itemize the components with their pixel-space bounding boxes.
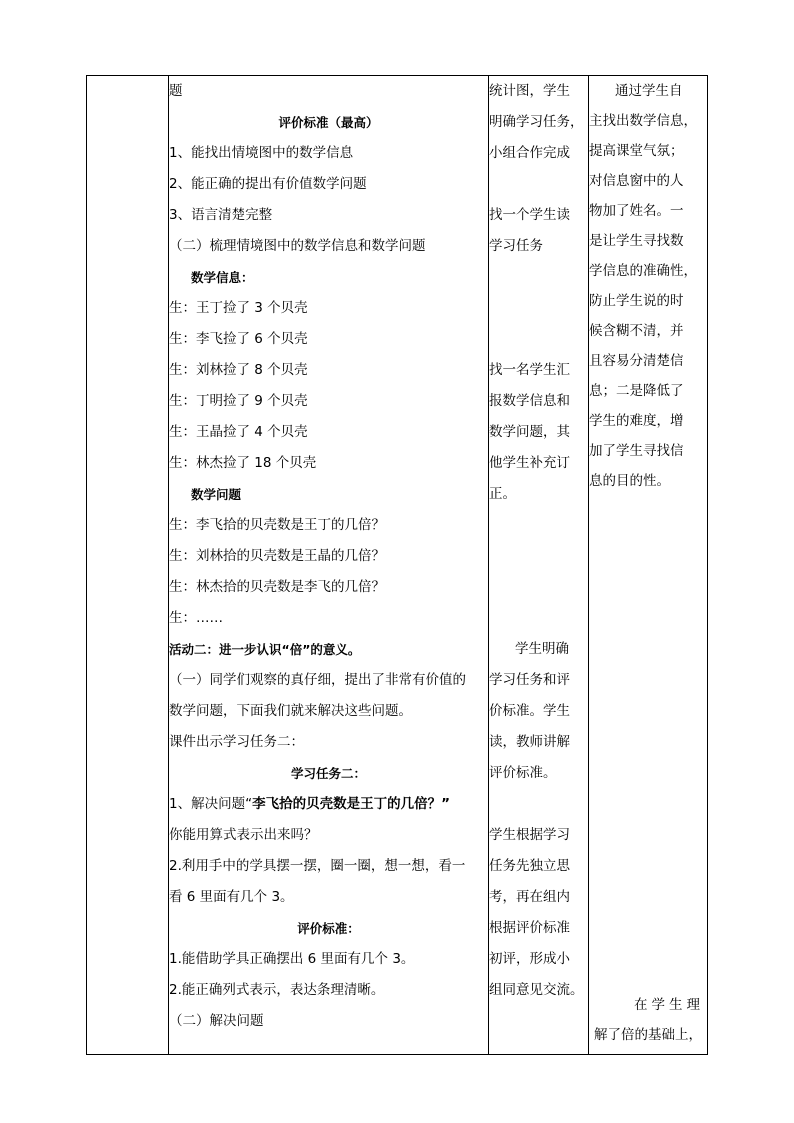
activity-two-heading: 活动二：进一步认识“倍”的意义。 bbox=[169, 642, 361, 657]
design-intent-continuation bbox=[594, 990, 706, 1050]
text-line: 他学生补充订 bbox=[489, 455, 570, 471]
text-line: 3、语言清楚完整 bbox=[169, 207, 273, 223]
text-line: 是让学生寻找数 bbox=[589, 233, 684, 249]
text-line: 看 6 里面有几个 3。 bbox=[169, 889, 294, 905]
text-line: 读，教师讲解 bbox=[489, 734, 570, 750]
student-answer: 生：王晶捡了 4 个贝壳 bbox=[169, 424, 308, 440]
student-question: 生：李飞拾的贝壳数是王丁的几倍？ bbox=[169, 517, 385, 533]
spacer bbox=[489, 510, 588, 541]
text-line: 物加了姓名。一 bbox=[589, 203, 684, 219]
text-line: 2、能正确的提出有价值数学问题 bbox=[169, 176, 367, 192]
text-line: 通过学生自 bbox=[615, 83, 683, 99]
text-line: 在学生理 bbox=[634, 997, 704, 1013]
text-line: 根据评价标准 bbox=[489, 920, 570, 936]
text-line: 你能用算式表示出来吗？ bbox=[169, 827, 318, 843]
math-question-heading: 数学问题 bbox=[191, 487, 242, 502]
text-line: 1.能借助学具正确摆出 6 里面有几个 3。 bbox=[169, 951, 415, 967]
text-line: 息的目的性。 bbox=[589, 473, 670, 489]
text-line: 加了学生寻找信 bbox=[589, 443, 684, 459]
student-question: 生：林杰拾的贝壳数是李飞的几倍？ bbox=[169, 579, 385, 595]
text-line: 学习任务和评 bbox=[489, 672, 570, 688]
spacer bbox=[489, 603, 588, 634]
text-line: 且容易分清楚信 bbox=[589, 353, 684, 369]
text-line: 数学问题，其 bbox=[489, 424, 570, 440]
student-answer: 生：王丁捡了 3 个贝壳 bbox=[169, 300, 308, 316]
text-line: 数学问题，下面我们就来解决这些问题。 bbox=[169, 703, 412, 719]
text-line: 考，再在组内 bbox=[489, 889, 570, 905]
student-answer: 生：林杰捡了 18 个贝壳 bbox=[169, 455, 317, 471]
spacer bbox=[489, 169, 588, 200]
text-line: 明确学习任务， bbox=[489, 114, 584, 130]
text-line: 解了倍的基础上， bbox=[594, 1027, 702, 1043]
blank-cell bbox=[87, 76, 169, 1055]
text-line: 2.能正确列式表示，表达条理清晰。 bbox=[169, 982, 385, 998]
spacer bbox=[489, 541, 588, 572]
text-line: 学信息的准确性， bbox=[589, 263, 697, 279]
text-line: 学习任务 bbox=[489, 238, 543, 254]
text-line: 防止学生说的时 bbox=[589, 293, 684, 309]
text-line: 初评，形成小 bbox=[489, 951, 570, 967]
text-line: 价标准。学生 bbox=[489, 703, 570, 719]
math-info-heading: 数学信息： bbox=[191, 270, 254, 285]
task-item-question: 李飞拾的贝壳数是王丁的几倍？” bbox=[252, 796, 450, 812]
text-line: 任务先独立思 bbox=[489, 858, 570, 874]
student-answer: 生：李飞捡了 6 个贝壳 bbox=[169, 331, 308, 347]
design-intent-cell bbox=[589, 76, 708, 1055]
student-answer: 生：刘林捡了 8 个贝壳 bbox=[169, 362, 308, 378]
text-line: 学生的难度，增 bbox=[589, 413, 684, 429]
spacer bbox=[489, 262, 588, 293]
lesson-plan-table bbox=[86, 75, 708, 1055]
text-line: 统计图，学生 bbox=[489, 83, 570, 99]
criteria-heading: 评价标准： bbox=[297, 921, 360, 936]
section-heading: （二）梳理情境图中的数学信息和数学问题 bbox=[169, 238, 426, 254]
spacer bbox=[489, 789, 588, 820]
text-line: 对信息窗中的人 bbox=[589, 173, 684, 189]
text-line: 息；二是降低了 bbox=[589, 383, 684, 399]
table-row bbox=[87, 76, 708, 1055]
spacer bbox=[489, 293, 588, 324]
text-line: 学生根据学习 bbox=[489, 827, 570, 843]
text-line: 正。 bbox=[489, 486, 516, 502]
text-line: 组同意见交流。 bbox=[489, 982, 584, 998]
text-line bbox=[169, 789, 488, 820]
text-line: 主找出数学信息， bbox=[589, 113, 697, 129]
text-line: 提高课堂气氛； bbox=[589, 143, 684, 159]
task-two-heading: 学习任务二： bbox=[290, 766, 366, 781]
text-line: 候含糊不清，并 bbox=[589, 323, 684, 339]
text-line: 2.利用手中的学具摆一摆，圈一圈，想一想，看一 bbox=[169, 858, 466, 874]
text-line: 找一个学生读 bbox=[489, 207, 570, 223]
task-item-prefix: 1、解决问题“ bbox=[169, 796, 253, 812]
section-heading: （二）解决问题 bbox=[169, 1013, 264, 1029]
student-activity-cell bbox=[489, 76, 589, 1055]
text-line: 题 bbox=[169, 83, 183, 99]
text-line: 1、能找出情境图中的数学信息 bbox=[169, 145, 354, 161]
text-line: （一）同学们观察的真仔细，提出了非常有价值的 bbox=[169, 672, 466, 688]
student-answer: 生：丁明捡了 9 个贝壳 bbox=[169, 393, 308, 409]
student-question: 生：刘林拾的贝壳数是王晶的几倍？ bbox=[169, 548, 385, 564]
text-line: 报数学信息和 bbox=[489, 393, 570, 409]
text-line: 找一名学生汇 bbox=[489, 362, 570, 378]
teaching-process-cell bbox=[169, 76, 489, 1055]
student-question: 生：…… bbox=[169, 610, 223, 626]
evaluation-criteria-heading: 评价标准（最高） bbox=[278, 115, 379, 130]
text-line: 小组合作完成 bbox=[489, 145, 570, 161]
text-line: 课件出示学习任务二： bbox=[169, 734, 304, 750]
text-line: 学生明确 bbox=[515, 641, 569, 657]
spacer bbox=[489, 324, 588, 355]
text-line: 评价标准。 bbox=[489, 765, 557, 781]
spacer bbox=[489, 572, 588, 603]
